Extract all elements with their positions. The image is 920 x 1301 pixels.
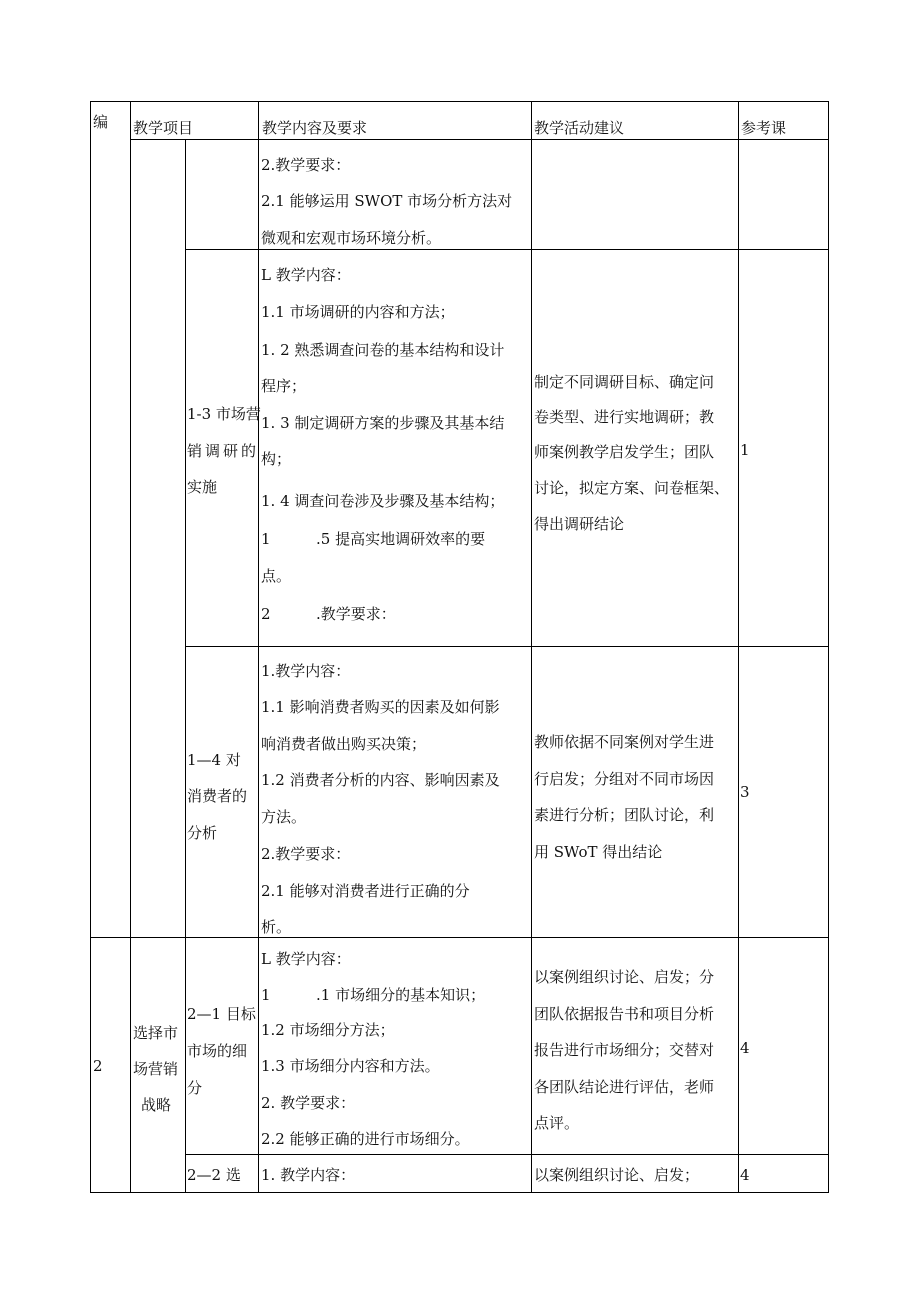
content-line: .教学要求： [316, 605, 396, 623]
grid-line-section1-bottom [90, 937, 829, 938]
activity-line: 以案例组织讨论、启发； [534, 1166, 700, 1184]
activity-line: 得出调研结论 [534, 515, 625, 533]
subproject-line: 市场的细 [187, 1042, 248, 1060]
content-line: 1. 4 调查问卷涉及步骤及基本结构； [261, 492, 505, 510]
subproject-line: 1-3 市场营 [187, 405, 261, 423]
grid-line-col5 [738, 101, 739, 1193]
content-line: 1.1 影响消费者购买的因素及如何影 [261, 698, 500, 716]
content-line: 1.3 市场细分内容和方法。 [261, 1057, 440, 1075]
subproject-line: 消费者的 [187, 787, 248, 805]
project-line: 战略 [141, 1096, 172, 1114]
subproject-line: 分析 [187, 824, 218, 842]
subproject-line: 销调研的 [187, 442, 260, 460]
content-line: 2. 教学要求： [261, 1094, 356, 1112]
content-line: 点。 [261, 567, 292, 585]
content-line: 1.2 消费者分析的内容、影响因素及 [261, 771, 500, 789]
hours-value: 4 [740, 1039, 750, 1057]
content-line: 1. 教学内容： [261, 1166, 356, 1184]
activity-line: 师案例教学启发学生；团队 [534, 443, 715, 461]
content-line: 方法。 [261, 808, 307, 826]
grid-line-row2-bottom [185, 646, 829, 647]
section-number: 2 [93, 1057, 103, 1075]
content-line: L 教学内容： [261, 266, 351, 284]
grid-line-col2 [185, 139, 186, 1193]
grid-line-col3 [258, 101, 259, 1193]
content-line: 响消费者做出购买决策； [261, 735, 427, 753]
activity-line: 卷类型、进行实地调研；教 [534, 408, 715, 426]
content-line: 2.2 能够正确的进行市场细分。 [261, 1130, 470, 1148]
content-line: 析。 [261, 918, 292, 936]
activity-line: 素进行分析；团队讨论，利 [534, 806, 715, 824]
header-activity: 教学活动建议 [534, 119, 625, 137]
subproject-line: 2—2 选 [187, 1166, 241, 1184]
activity-line: 教师依据不同案例对学生进 [534, 733, 715, 751]
grid-line-left [90, 101, 91, 1193]
grid-line-header-bottom [130, 139, 829, 140]
subproject-line: 2—1 目标 [187, 1005, 256, 1023]
activity-line: 各团队结论进行评估，老师 [534, 1078, 715, 1096]
header-project: 教学项目 [133, 119, 194, 137]
content-line: 构； [261, 450, 292, 468]
header-number: 编 [93, 113, 109, 131]
content-line: 2.1 能够运用 SWOT 市场分析方法对 [261, 192, 513, 210]
content-line: 2.1 能够对消费者进行正确的分 [261, 882, 470, 900]
hours-value: 3 [740, 783, 750, 801]
grid-line-top [90, 101, 829, 102]
activity-line: 行启发；分组对不同市场因 [534, 770, 715, 788]
header-hours: 参考课 [741, 119, 787, 137]
content-line: 程序； [261, 377, 307, 395]
project-line: 选择市 [133, 1024, 179, 1042]
content-line: 1.1 市场调研的内容和方法； [261, 303, 455, 321]
subproject-line: 实施 [187, 478, 218, 496]
grid-line-col4 [531, 101, 532, 1193]
subproject-line: 1—4 对 [187, 751, 241, 769]
grid-line-bottom [90, 1192, 829, 1193]
content-line: 1. 3 制定调研方案的步骤及其基本结 [261, 414, 505, 432]
content-line: 1 [261, 986, 271, 1004]
activity-line: 制定不同调研目标、确定问 [534, 373, 715, 391]
hours-value: 4 [740, 1166, 750, 1184]
activity-line: 以案例组织讨论、启发；分 [534, 968, 715, 986]
grid-line-row4-bottom [185, 1154, 829, 1155]
content-line: 1.2 市场细分方法； [261, 1021, 395, 1039]
header-content: 教学内容及要求 [262, 119, 368, 137]
activity-line: 点评。 [534, 1114, 580, 1132]
content-line: .1 市场细分的基本知识； [316, 986, 486, 1004]
activity-line: 用 SWoT 得出结论 [534, 843, 663, 861]
content-line: 1 [261, 530, 271, 548]
activity-line: 讨论，拟定方案、问卷框架、 [534, 479, 730, 497]
hours-value: 1 [740, 441, 750, 459]
content-line: 1. 2 熟悉调查问卷的基本结构和设计 [261, 341, 505, 359]
content-line: 微观和宏观市场环境分析。 [261, 229, 442, 247]
content-line: 2.教学要求： [261, 156, 351, 174]
activity-line: 报告进行市场细分；交替对 [534, 1041, 715, 1059]
grid-line-right [828, 101, 829, 1193]
activity-line: 团队依据报告书和项目分析 [534, 1005, 715, 1023]
project-line: 场营销 [133, 1060, 179, 1078]
content-line: .5 提高实地调研效率的要 [316, 530, 486, 548]
content-line: 1.教学内容： [261, 662, 351, 680]
content-line: L 教学内容： [261, 950, 351, 968]
subproject-line: 分 [187, 1079, 203, 1097]
grid-line-col1 [130, 101, 131, 1193]
content-line: 2 [261, 605, 271, 623]
content-line: 2.教学要求： [261, 845, 351, 863]
grid-line-row1-bottom [185, 249, 829, 250]
